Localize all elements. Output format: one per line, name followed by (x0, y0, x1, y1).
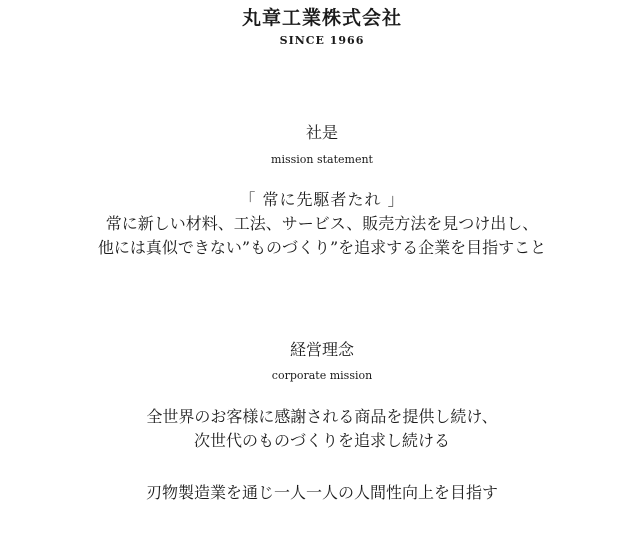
philosophy-line-1: 全世界のお客様に感謝される商品を提供し続け、 (146, 407, 498, 426)
motto-subtitle: mission statement (271, 153, 373, 166)
company-name: 丸章工業株式会社 (241, 7, 402, 29)
motto-text: 「 常に先駆者たれ 」 (239, 190, 405, 209)
motto-title: 社是 (305, 123, 338, 142)
motto-line-1: 常に新しい材料、工法、サービス、販売方法を見つけ出し、 (105, 214, 539, 233)
philosophy-line-2: 次世代のものづくりを追求し続ける (193, 431, 450, 450)
motto-line-2: 他には真似できない”ものづくり”を追求する企業を目指すこと (97, 238, 547, 257)
philosophy-title: 経営理念 (289, 340, 354, 359)
philosophy-subtitle: corporate mission (271, 369, 373, 382)
since-year: SINCE 1966 (279, 34, 365, 47)
philosophy-line-3: 刃物製造業を通じ一人一人の人間性向上を目指す (145, 483, 498, 502)
